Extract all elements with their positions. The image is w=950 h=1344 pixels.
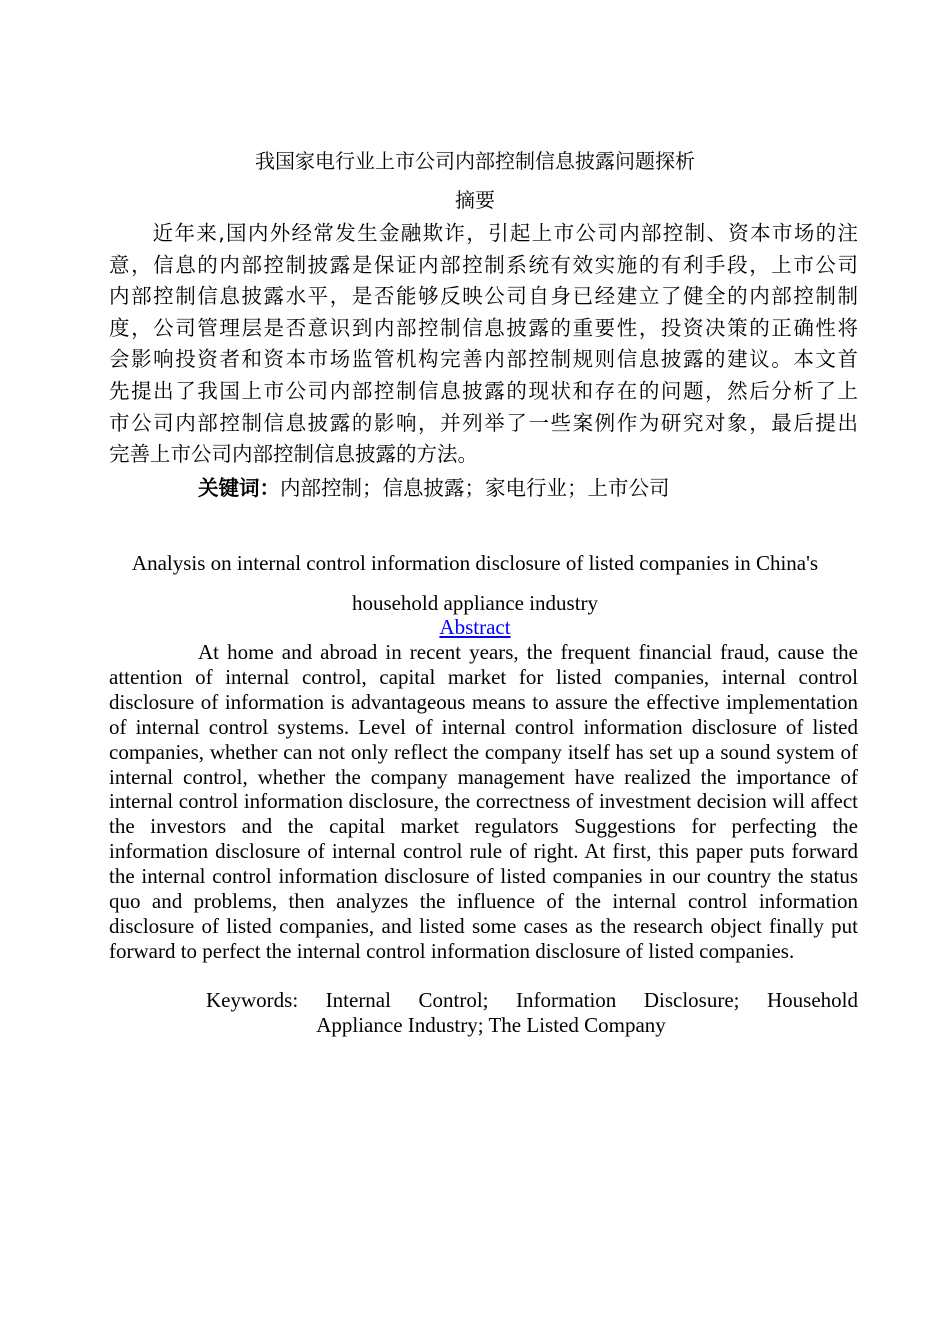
english-keywords-line-2: Appliance Industry; The Listed Company — [316, 1012, 666, 1037]
chinese-abstract-line: 意，信息的内部控制披露是保证内部控制系统有效实施的有利手段，上市公司 — [109, 252, 858, 277]
chinese-keywords-list: 内部控制；信息披露；家电行业；上市公司 — [280, 476, 670, 500]
english-keywords — [109, 988, 858, 1038]
english-title: Analysis on internal control information disclosure of listed companies in China's household appliance industry — [131, 551, 819, 615]
chinese-abstract-body — [109, 218, 858, 471]
chinese-keywords — [198, 473, 670, 504]
chinese-abstract-line: 度，公司管理层是否意识到内部控制信息披露的重要性，投资决策的正确性将 — [109, 315, 858, 340]
abstract-link[interactable]: Abstract — [439, 615, 511, 639]
english-keywords-line-1: Keywords: Internal Control; Information Disclosure; Household — [206, 988, 858, 1012]
chinese-keywords-label: 关键词： — [198, 476, 280, 500]
chinese-title: 我国家电行业上市公司内部控制信息披露问题探析 — [255, 149, 695, 173]
chinese-abstract-line: 会影响投资者和资本市场监管机构完善内部控制规则信息披露的建议。本文首 — [109, 347, 858, 372]
english-abstract-body: At home and abroad in recent years, the frequent financial fraud, cause the attention of internal control, capital market for listed companies, internal control disclosure of information is advantageous means to assure the effective implementation of internal control systems. Level of internal control information disclosure of listed companies, whether can not only reflect the company itself has set up a sound system of internal control, whether the company management have realized the importance of internal control information disclosure, the correctness of investment decision will affect the investors and the capital market regulators Suggestions for perfecting the information disclosure of internal control rule of right. At first, this paper puts forward the internal control information disclosure of listed companies in our country the status quo and problems, then analyzes the influence of the internal control information disclosure of listed companies, and listed some cases as the research object finally put forward to perfect the internal control information disclosure of listed companies. — [109, 640, 858, 963]
english-abstract-heading — [0, 614, 950, 640]
chinese-abstract-line: 完善上市公司内部控制信息披露的方法。 — [109, 442, 478, 467]
chinese-abstract-line: 市公司内部控制信息披露的影响，并列举了一些案例作为研究对象，最后提出 — [109, 410, 858, 435]
chinese-abstract-heading: 摘要 — [455, 188, 495, 212]
chinese-abstract-line: 先提出了我国上市公司内部控制信息披露的现状和存在的问题，然后分析了上 — [109, 378, 858, 403]
chinese-abstract-line: 内部控制信息披露水平，是否能够反映公司自身已经建立了健全的内部控制制 — [109, 284, 858, 309]
chinese-abstract-line: 近年来,国内外经常发生金融欺诈，引起上市公司内部控制、资本市场的注 — [109, 221, 858, 245]
